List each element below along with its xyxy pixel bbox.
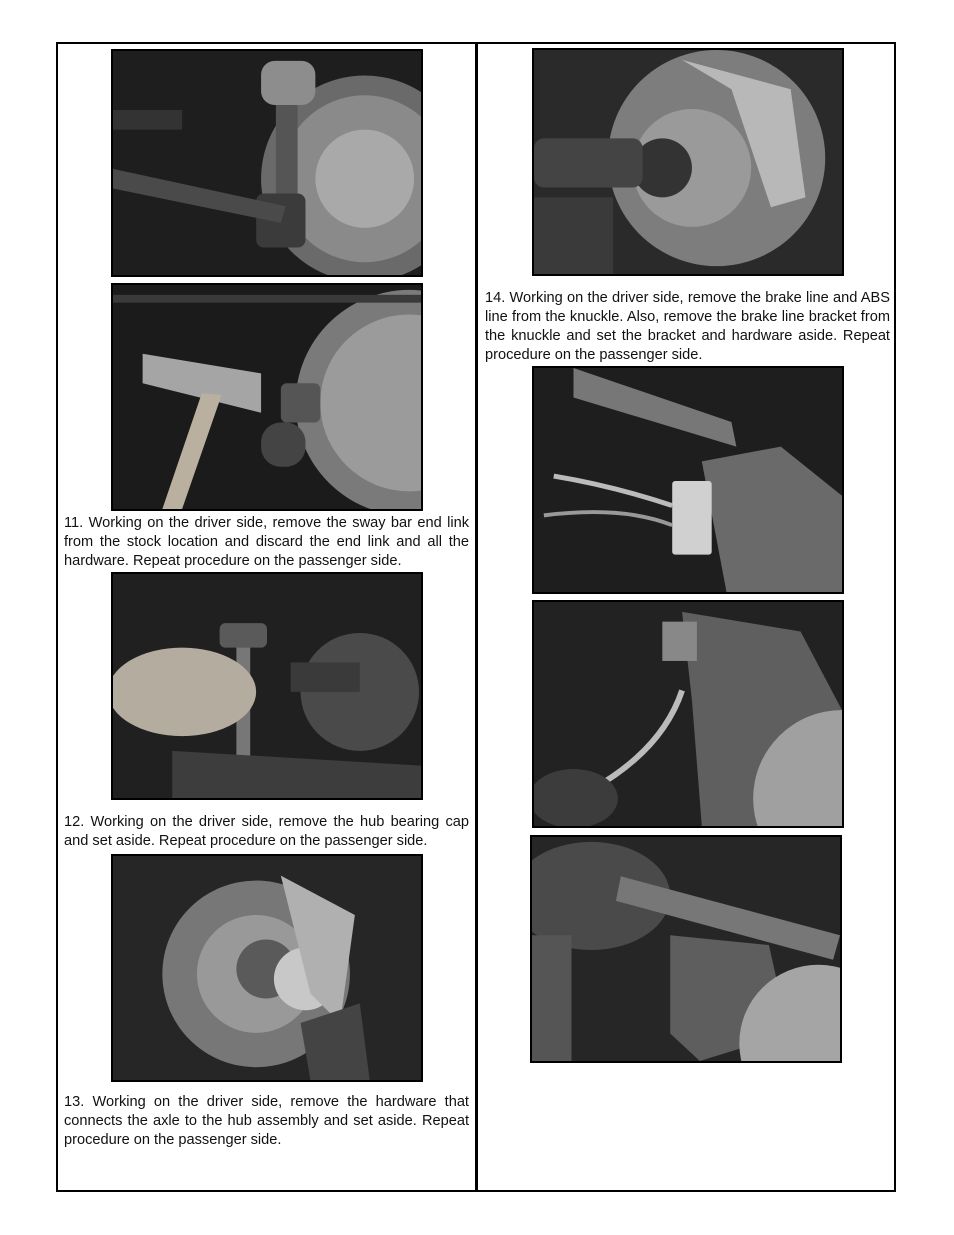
- photo-abs-line-bracket: [532, 366, 844, 594]
- photo-axle-hub-hardware: [532, 48, 844, 276]
- photo-sway-bar-end-link-tool: [111, 49, 423, 277]
- photo-brake-line-wrench: [532, 600, 844, 828]
- column-divider: [475, 42, 478, 1192]
- photo-hammer-end-link: [111, 283, 423, 511]
- step-13-caption: 13. Working on the driver side, remove the hardware that connects the axle to the hub assembly and set aside. Repeat procedure on the passenger side.: [64, 1094, 469, 1148]
- step-11-caption: 11. Working on the driver side, remove the sway bar end link from the stock location and discard the end link and all the hardware. Repeat procedure on the passenger side.: [64, 515, 469, 569]
- photo-hub-bearing-cap: [111, 854, 423, 1082]
- photo-bracket-removal-gloved-hand: [530, 835, 842, 1063]
- photo-end-link-removal-hand: [111, 572, 423, 800]
- step-14-caption: 14. Working on the driver side, remove the brake line and ABS line from the knuckle. Also, remove the brake line bracket from the knuckle and set the bracket and hardware aside. Repeat procedure on the passenger side.: [485, 290, 890, 363]
- step-12-caption: 12. Working on the driver side, remove the hub bearing cap and set aside. Repeat procedure on the passenger side.: [64, 814, 469, 849]
